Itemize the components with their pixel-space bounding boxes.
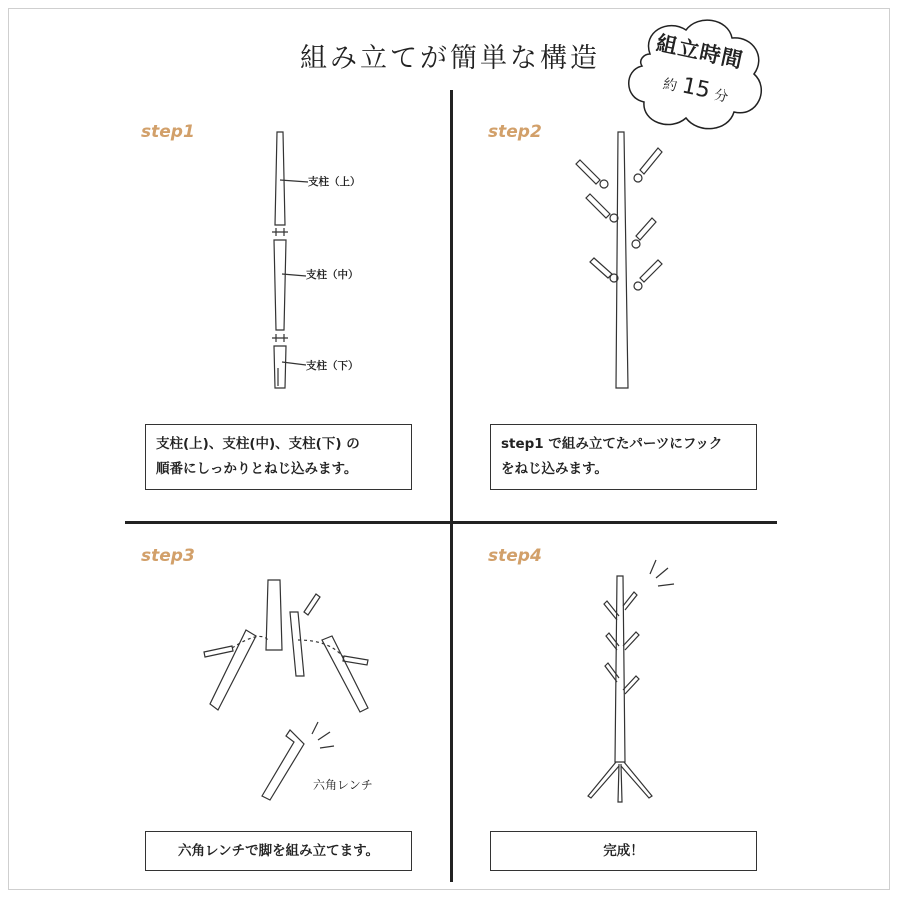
page-title: 組み立てが簡単な構造 (300, 43, 600, 74)
tool-label-hex-wrench: 六角レンチ (313, 778, 373, 792)
step2-label: step2 (488, 122, 542, 142)
step3-note: 六角レンチで脚を組み立てます。 (145, 831, 412, 871)
step3-label: step3 (141, 546, 195, 566)
step1-label: step1 (141, 122, 195, 142)
part-label-lower: 支柱（下） (306, 360, 359, 372)
part-label-upper: 支柱（上） (308, 176, 361, 188)
step1-note-line1: 支柱(上)、支柱(中)、支柱(下) の (156, 436, 360, 452)
step4-label: step4 (488, 546, 542, 566)
step1-note-line2: 順番にしっかりとねじ込みます。 (156, 461, 358, 477)
badge-title: 組立時間 (654, 31, 746, 73)
step2-note-bold: step1 (501, 436, 544, 452)
badge-unit: 分 (712, 87, 730, 106)
part-label-middle: 支柱（中） (306, 269, 359, 281)
step2-note-line2: をねじ込みます。 (501, 461, 608, 477)
badge-prefix: 約 (661, 76, 679, 95)
step2-note-line1-rest: で組み立てたパーツにフック (543, 436, 723, 452)
badge-number: 15 (679, 73, 713, 104)
step4-note: 完成！ (490, 831, 757, 871)
